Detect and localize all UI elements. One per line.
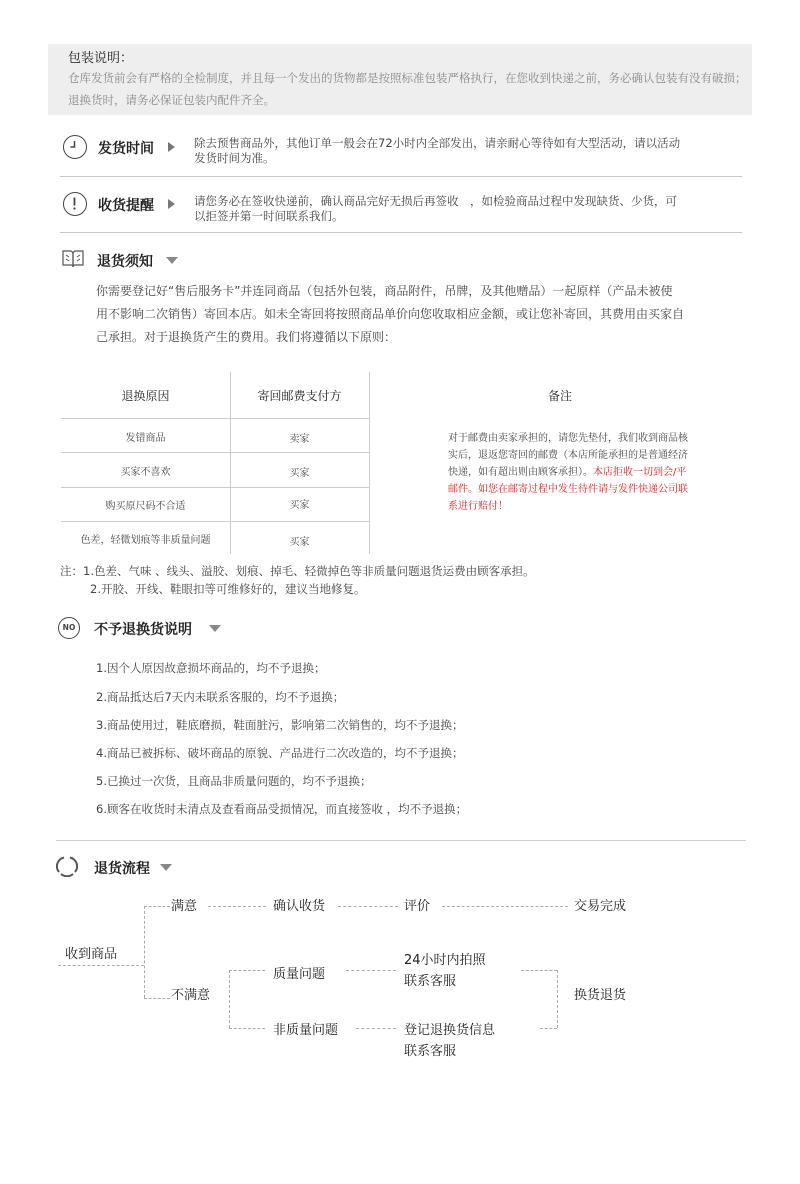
divider xyxy=(60,232,742,233)
flow-node-done: 交易完成 xyxy=(574,899,627,914)
flow-node-non-quality: 非质量问题 xyxy=(273,1023,339,1038)
packing-title: 包装说明： xyxy=(68,51,134,66)
table-cell-reason: 买家不喜欢 xyxy=(120,467,171,478)
table-cell-payer: 卖家 xyxy=(289,434,310,445)
table-cell-reason: 购买原尺码不合适 xyxy=(105,501,186,512)
flow-node-review: 评价 xyxy=(404,899,431,914)
flow-node-register-1: 登记退换货信息 xyxy=(404,1023,496,1038)
flow-connector xyxy=(144,998,170,999)
remark-normal-text: 对于邮费由卖家承担的，请您先垫付，我们收到商品核实后，退返您寄回的邮费（本店所能承担的是普通经济快递，如有超出则由顾客承担）。 xyxy=(448,433,688,478)
table-header-reason: 退换原因 xyxy=(121,389,170,403)
receiving-reminder-label: 收货提醒 xyxy=(98,198,154,214)
return-flow-title: 退货流程 xyxy=(94,861,150,877)
table-header-payer: 寄回邮费支付方 xyxy=(257,389,342,403)
flow-node-satisfied: 满意 xyxy=(171,899,198,914)
table-row-line xyxy=(61,452,369,453)
flow-node-unsatisfied: 不满意 xyxy=(171,988,211,1003)
flow-node-quality: 质量问题 xyxy=(273,967,326,982)
no-return-item: 2.商品抵达后7天内未联系客服的，均不予退换； xyxy=(96,690,345,704)
flow-connector xyxy=(229,970,230,1028)
no-return-item: 5.已换过一次货，且商品非质量问题的，均不予退换； xyxy=(96,774,372,788)
flow-node-confirm: 确认收货 xyxy=(273,899,326,914)
divider xyxy=(60,176,742,177)
flow-node-received: 收到商品 xyxy=(65,947,118,962)
note-line-1: 注：1.色差、气味 、线头、溢胶、划痕、掉毛、轻微掉色等非质量问题退货运费由顾客承担。 xyxy=(60,564,535,578)
exclamation-icon xyxy=(63,192,87,216)
flow-connector xyxy=(540,1028,557,1029)
flow-node-photo-2: 联系客服 xyxy=(404,974,457,989)
triangle-right-icon xyxy=(168,199,175,209)
flow-connector xyxy=(356,1028,396,1029)
triangle-down-icon xyxy=(166,257,178,264)
flow-connector xyxy=(208,906,266,907)
triangle-down-icon xyxy=(209,625,221,632)
table-cell-payer: 买家 xyxy=(289,500,310,511)
table-row-line xyxy=(61,487,369,488)
table-cell-payer: 买家 xyxy=(289,537,310,548)
flow-node-exchange: 换货退货 xyxy=(574,988,627,1003)
flow-connector xyxy=(229,970,265,971)
note-line-2: 2.开胶、开线、鞋眼扣等可维修好的，建议当地修复。 xyxy=(90,582,366,596)
no-icon: NO xyxy=(58,617,80,639)
flow-node-photo-1: 24小时内拍照 xyxy=(404,953,486,968)
cycle-icon xyxy=(56,855,78,877)
return-notice-line-2: 用不影响二次销售）寄回本店。如未全寄回将按照商品单价向您收取相应金额，或让您补寄回，其费用由买家自 xyxy=(96,307,685,321)
flow-connector xyxy=(229,1028,265,1029)
no-return-item: 3.商品使用过，鞋底磨损，鞋面脏污，影响第二次销售的，均不予退换； xyxy=(96,718,464,732)
no-return-item: 6.顾客在收货时未清点及查看商品受损情况，而直接签收 ，均不予退换； xyxy=(96,802,468,816)
clock-icon xyxy=(63,135,87,159)
table-remark xyxy=(448,430,688,515)
table-cell-reason: 色差，轻微划痕等非质量问题 xyxy=(80,535,211,546)
table-row-line xyxy=(61,521,369,522)
no-return-item: 1.因个人原因故意损坏商品的，均不予退换； xyxy=(96,661,326,675)
table-cell-reason: 发错商品 xyxy=(125,433,166,444)
table-right-border xyxy=(369,372,370,554)
flow-connector xyxy=(338,906,398,907)
table-cell-payer: 买家 xyxy=(289,468,310,479)
remark-warning-text: 本店拒收一切到会/平邮件。如您在邮寄过程中发生待件请与发件快递公司联系进行赔付！ xyxy=(448,467,688,512)
packing-text: 仓库发货前会有严格的全检制度，并且每一个发出的货物都是按照标准包装严格执行，在您收到快递之前，务必确认包装有没有破损；退换货时，请务必保证包装内配件齐全。 xyxy=(68,71,747,107)
flow-connector xyxy=(557,970,558,1028)
table-header-remark: 备注 xyxy=(547,389,572,403)
flow-connector xyxy=(144,906,145,998)
table-row-line xyxy=(61,418,369,419)
receiving-reminder-text-2: 以拒签并第一时间联系我们。 xyxy=(194,209,344,223)
shipping-time-label: 发货时间 xyxy=(98,141,154,157)
flow-connector xyxy=(521,970,557,971)
receiving-reminder-text-1: 请您务必在签收快递前，确认商品完好无损后再签收 ，如检验商品过程中发现缺货、少货，可 xyxy=(194,194,677,208)
triangle-down-icon xyxy=(160,864,172,871)
flow-connector xyxy=(346,970,396,971)
divider xyxy=(56,840,746,841)
return-notice-line-3: 己承担。对于退换货产生的费用。我们将遵循以下原则： xyxy=(96,330,397,344)
no-return-title: 不予退换货说明 xyxy=(94,622,192,638)
flow-connector xyxy=(58,965,144,966)
shipping-time-text-1: 除去预售商品外，其他订单一般会在72小时内全部发出，请亲耐心等待如有大型活动，请以活动 xyxy=(194,136,681,150)
return-notice-title: 退货须知 xyxy=(97,254,153,270)
return-notice-line-1: 你需要登记好“售后服务卡”并连同商品（包括外包装，商品附件，吊牌，及其他赠品）一起原样（产品未被使 xyxy=(96,284,673,298)
triangle-right-icon xyxy=(168,142,175,152)
flow-connector xyxy=(442,906,568,907)
book-icon xyxy=(62,249,84,269)
flow-connector xyxy=(144,906,170,907)
shipping-time-text-2: 发货时间为准。 xyxy=(194,151,275,165)
flow-node-register-2: 联系客服 xyxy=(404,1044,457,1059)
no-return-item: 4.商品已被拆标、破坏商品的原貌、产品进行二次改造的，均不予退换； xyxy=(96,746,464,760)
